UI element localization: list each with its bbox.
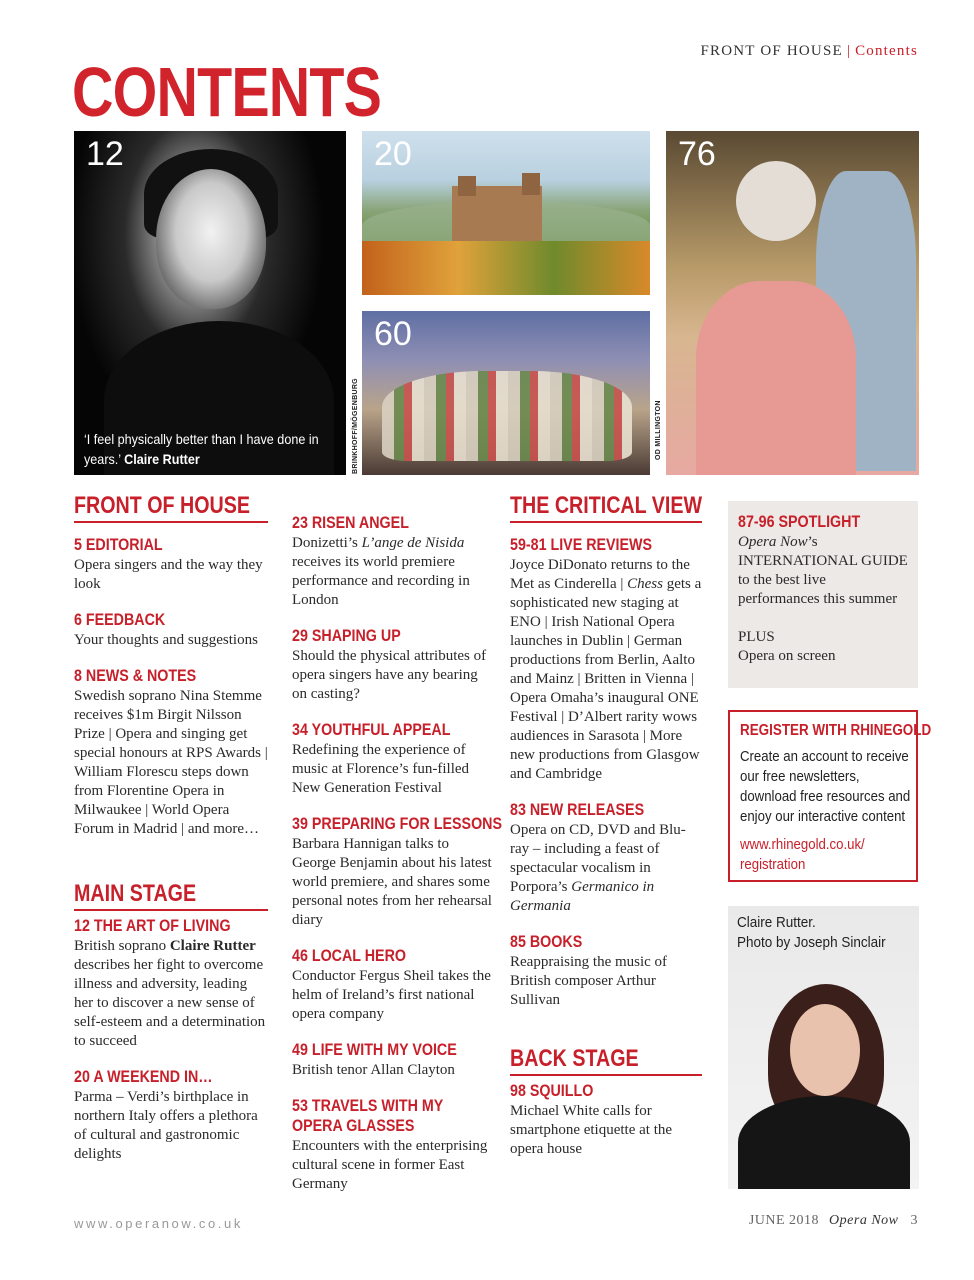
contents-item[interactable] — [74, 535, 268, 594]
item-body-text: Opera on CD, DVD and Blu-ray – including a feast of spectacular vocalism in Porpora’s — [510, 822, 686, 895]
item-body-italic: Chess — [627, 576, 663, 592]
item-body-text: gets a sophisticated new staging at ENO | Irish National Opera launches in Dublin | German productions from Berlin, Aalto and Mainz | Britten in Vienna | Opera Omaha’s inaugural ONE Festival | D’Albert rarity wows audiences in Sarasota | More new productions from Glasgow and Cambridge — [510, 576, 702, 782]
item-title: 23 RISEN ANGEL — [292, 513, 409, 532]
contents-item[interactable] — [510, 800, 702, 916]
quote-text: ‘I feel physically better than I have done in years.’ — [84, 431, 319, 467]
spotlight-body — [738, 533, 908, 552]
section-heading-back-stage: BACK STAGE — [510, 1045, 639, 1072]
running-head-separator: | — [846, 43, 852, 59]
item-title: 6 FEEDBACK — [74, 610, 166, 629]
photo-shape — [696, 281, 856, 475]
item-title: 85 BOOKS — [510, 932, 583, 951]
item-title: 12 THE ART OF LIVING — [74, 916, 231, 935]
item-body: Your thoughts and suggestions — [74, 632, 258, 648]
photo-credit: OD MILLINGTON — [655, 400, 662, 460]
section-rule — [510, 521, 702, 523]
footer-folio — [749, 1213, 918, 1229]
item-body: Encounters with the enterprising cultural scene in former East Germany — [292, 1138, 488, 1192]
item-body: Michael White calls for smartphone etiquette at the opera house — [510, 1103, 673, 1157]
running-head-section: FRONT OF HOUSE — [700, 43, 843, 59]
contents-item[interactable] — [510, 932, 702, 1010]
item-body — [74, 937, 268, 1051]
item-title: 98 SQUILLO — [510, 1081, 594, 1100]
portrait-claire-rutter[interactable] — [728, 906, 919, 1189]
contents-item[interactable] — [292, 626, 492, 704]
contents-item[interactable] — [510, 1081, 702, 1159]
item-title: 39 PREPARING FOR LESSONS — [292, 814, 503, 833]
item-body-italic: Germanico in Germania — [510, 879, 655, 914]
item-body-text: Joyce DiDonato returns to the Met as Cinderella | — [510, 557, 690, 592]
item-body-text: describes her fight to overcome illness and adversity, leading her to discover a new sense of self-esteem and a determination to succeed — [74, 957, 266, 1049]
photo-shape — [156, 169, 266, 309]
photo-credit: BRINKHOFF/MÖGENBURG — [352, 378, 359, 474]
column-front-of-house — [74, 493, 268, 1164]
spotlight-text: ’s — [807, 534, 818, 550]
register-body: Create an account to receive our free newsletters, download free resources and enjoy our interactive content — [740, 748, 911, 825]
item-title: 5 EDITORIAL — [74, 535, 163, 554]
quote-attribution: Claire Rutter — [124, 451, 200, 467]
contents-item[interactable] — [74, 666, 268, 839]
photo-shape — [790, 1004, 860, 1096]
item-body: British tenor Allan Clayton — [292, 1062, 455, 1078]
section-rule — [74, 909, 268, 911]
spotlight-title: 87-96 SPOTLIGHT — [738, 512, 861, 531]
contents-item[interactable] — [292, 1040, 492, 1080]
section-rule — [74, 521, 268, 523]
item-body-italic: L’ange de Nisida — [361, 535, 465, 551]
item-body — [292, 534, 492, 610]
item-title: 59-81 LIVE REVIEWS — [510, 535, 653, 554]
contents-item[interactable] — [74, 610, 268, 650]
item-title: 34 YOUTHFUL APPEAL — [292, 720, 451, 739]
item-body: Conductor Fergus Sheil takes the helm of Ireland’s first national opera company — [292, 968, 491, 1022]
contents-item[interactable] — [292, 946, 492, 1024]
column-critical-view — [510, 493, 702, 1159]
photo-page-number: 20 — [374, 135, 412, 173]
item-body-text: receives its world premiere performance and recording in London — [292, 554, 470, 608]
spotlight-text: Opera on screen — [738, 648, 836, 664]
item-body: Opera singers and the way they look — [74, 557, 263, 592]
portrait-caption — [737, 913, 886, 953]
column-features — [292, 513, 503, 1194]
spotlight-text: to the best live performances this summer — [738, 572, 898, 607]
photo-quote — [84, 429, 320, 469]
item-body-text: Donizetti’s — [292, 535, 362, 551]
item-body: Parma – Verdi’s birthplace in northern Italy offers a plethora of cultural and gastronomic delights — [74, 1089, 258, 1162]
footer-page-number: 3 — [910, 1213, 918, 1228]
item-title: OPERA GLASSES — [292, 1116, 415, 1135]
contents-item[interactable] — [292, 720, 492, 798]
contents-item[interactable] — [292, 814, 503, 930]
section-heading-front-of-house: FRONT OF HOUSE — [74, 492, 251, 519]
item-body — [510, 556, 702, 784]
caption-line: Photo by Joseph Sinclair — [737, 934, 886, 951]
item-body-text: British soprano — [74, 938, 170, 954]
photo-shape — [736, 161, 816, 241]
section-rule — [510, 1074, 702, 1076]
item-title: 8 NEWS & NOTES — [74, 666, 197, 685]
item-title: 20 A WEEKEND IN… — [74, 1067, 213, 1086]
contents-item[interactable] — [74, 1067, 268, 1164]
footer-magazine: Opera Now — [829, 1213, 899, 1228]
item-title: 49 LIFE WITH MY VOICE — [292, 1040, 457, 1059]
item-title: 29 SHAPING UP — [292, 626, 401, 645]
photo-page-number: 12 — [86, 135, 124, 173]
register-box — [728, 710, 932, 882]
caption-line: Claire Rutter. — [737, 914, 816, 931]
photo-shape — [738, 1096, 910, 1189]
running-head — [700, 43, 918, 60]
photo-parma-castle[interactable] — [362, 131, 650, 295]
item-body: Reappraising the music of British composer Arthur Sullivan — [510, 954, 668, 1008]
photo-stage-ensemble[interactable] — [362, 311, 650, 475]
register-link[interactable]: www.rhinegold.co.uk/ registration — [740, 836, 865, 873]
photo-claire-rutter[interactable] — [74, 131, 346, 475]
item-title: 46 LOCAL HERO — [292, 946, 407, 965]
photo-page-number: 60 — [374, 315, 412, 353]
item-body: Barbara Hannigan talks to George Benjamin about his latest world premiere, and shares some personal notes from her rehearsal diary — [292, 836, 492, 928]
item-body: Swedish soprano Nina Stemme receives $1m Birgit Nilsson Prize | Opera and singing get special honours at RPS Awards | William Florescu steps down from Florentine Opera in Milwaukee | World Opera Forum in Madrid | and more… — [74, 688, 268, 837]
spotlight-magazine: Opera Now — [738, 534, 808, 550]
item-title: 83 NEW RELEASES — [510, 800, 645, 819]
item-body-bold: Claire Rutter — [169, 938, 256, 954]
photo-shape — [522, 173, 540, 195]
spotlight-plus: PLUS — [738, 629, 775, 645]
item-body: Redefining the experience of music at Florence’s fun-filled New Generation Festival — [292, 742, 470, 796]
register-title: REGISTER WITH RHINEGOLD — [740, 722, 932, 739]
photo-shape — [458, 176, 476, 196]
section-heading-main-stage: MAIN STAGE — [74, 880, 197, 907]
running-head-page: Contents — [855, 43, 918, 59]
photo-cinderella[interactable] — [666, 131, 919, 475]
contents-item[interactable] — [292, 1096, 492, 1194]
contents-item[interactable] — [510, 535, 702, 784]
spotlight-box[interactable] — [728, 501, 918, 688]
item-body: Should the physical attributes of opera singers have any bearing on casting? — [292, 648, 487, 702]
contents-item[interactable] — [74, 916, 268, 1051]
item-title: 53 TRAVELS WITH MY — [292, 1096, 444, 1115]
contents-item[interactable] — [292, 513, 492, 610]
photo-page-number: 76 — [678, 135, 716, 173]
footer-date: JUNE 2018 — [748, 1213, 820, 1228]
page-title: CONTENTS — [72, 53, 382, 131]
photo-shape — [382, 371, 632, 461]
item-body — [510, 821, 702, 916]
spotlight-text: INTERNATIONAL GUIDE — [738, 553, 908, 569]
footer-url[interactable]: www.operanow.co.uk — [74, 1216, 243, 1231]
photo-shape — [362, 241, 650, 295]
section-heading-critical-view: THE CRITICAL VIEW — [510, 492, 703, 519]
